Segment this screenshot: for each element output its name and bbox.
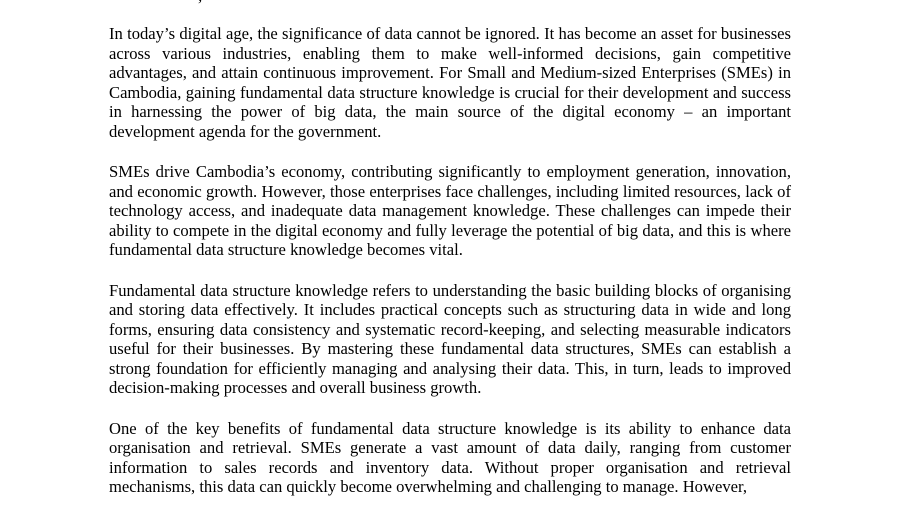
paragraph-data-structure-knowledge: Fundamental data structure knowledge refers to understanding the basic building blocks of organising and storing data effectively. It includes practical concepts such as structuring data in wide and long forms, ensuring data consistency and systematic record-keeping, and selecting measurable indicators useful for their businesses. By mastering these fundamental data structures, SMEs can establish a strong foundation for efficiently managing and analysing their data. This, in turn, leads to improved decision-making processes and overall business growth.: [109, 280, 791, 397]
paragraph-key-benefits: One of the key benefits of fundamental data structure knowledge is its ability to enhance data organisation and retrieval. SMEs generate a vast amount of data daily, ranging from customer information to sales records and inventory data. Without proper organisation and retrieval mechanisms, this data can quickly become overwhelming and challenging to manage. However,: [109, 418, 791, 496]
paragraph-digital-age: In today’s digital age, the significance of data cannot be ignored. It has become an asset for businesses across various industries, enabling them to make well-informed decisions, gain competitive advantages, and attain continuous improvement. For Small and Medium-sized Enterprises (SMEs) in Cambodia, gaining fundamental data structure knowledge is crucial for their development and success in harnessing the power of big data, the main source of the digital economy – an important development agenda for the government.: [109, 24, 791, 141]
document-body: [109, 24, 791, 518]
paragraph-smes-economy: SMEs drive Cambodia’s economy, contributing significantly to employment generation, innovation, and economic growth. However, those enterprises face challenges, including limited resources, lack of technology access, and inadequate data management knowledge. These challenges can impede their ability to compete in the digital economy and fully leverage the potential of big data, and this is where fundamental data structure knowledge becomes vital.: [109, 162, 791, 259]
